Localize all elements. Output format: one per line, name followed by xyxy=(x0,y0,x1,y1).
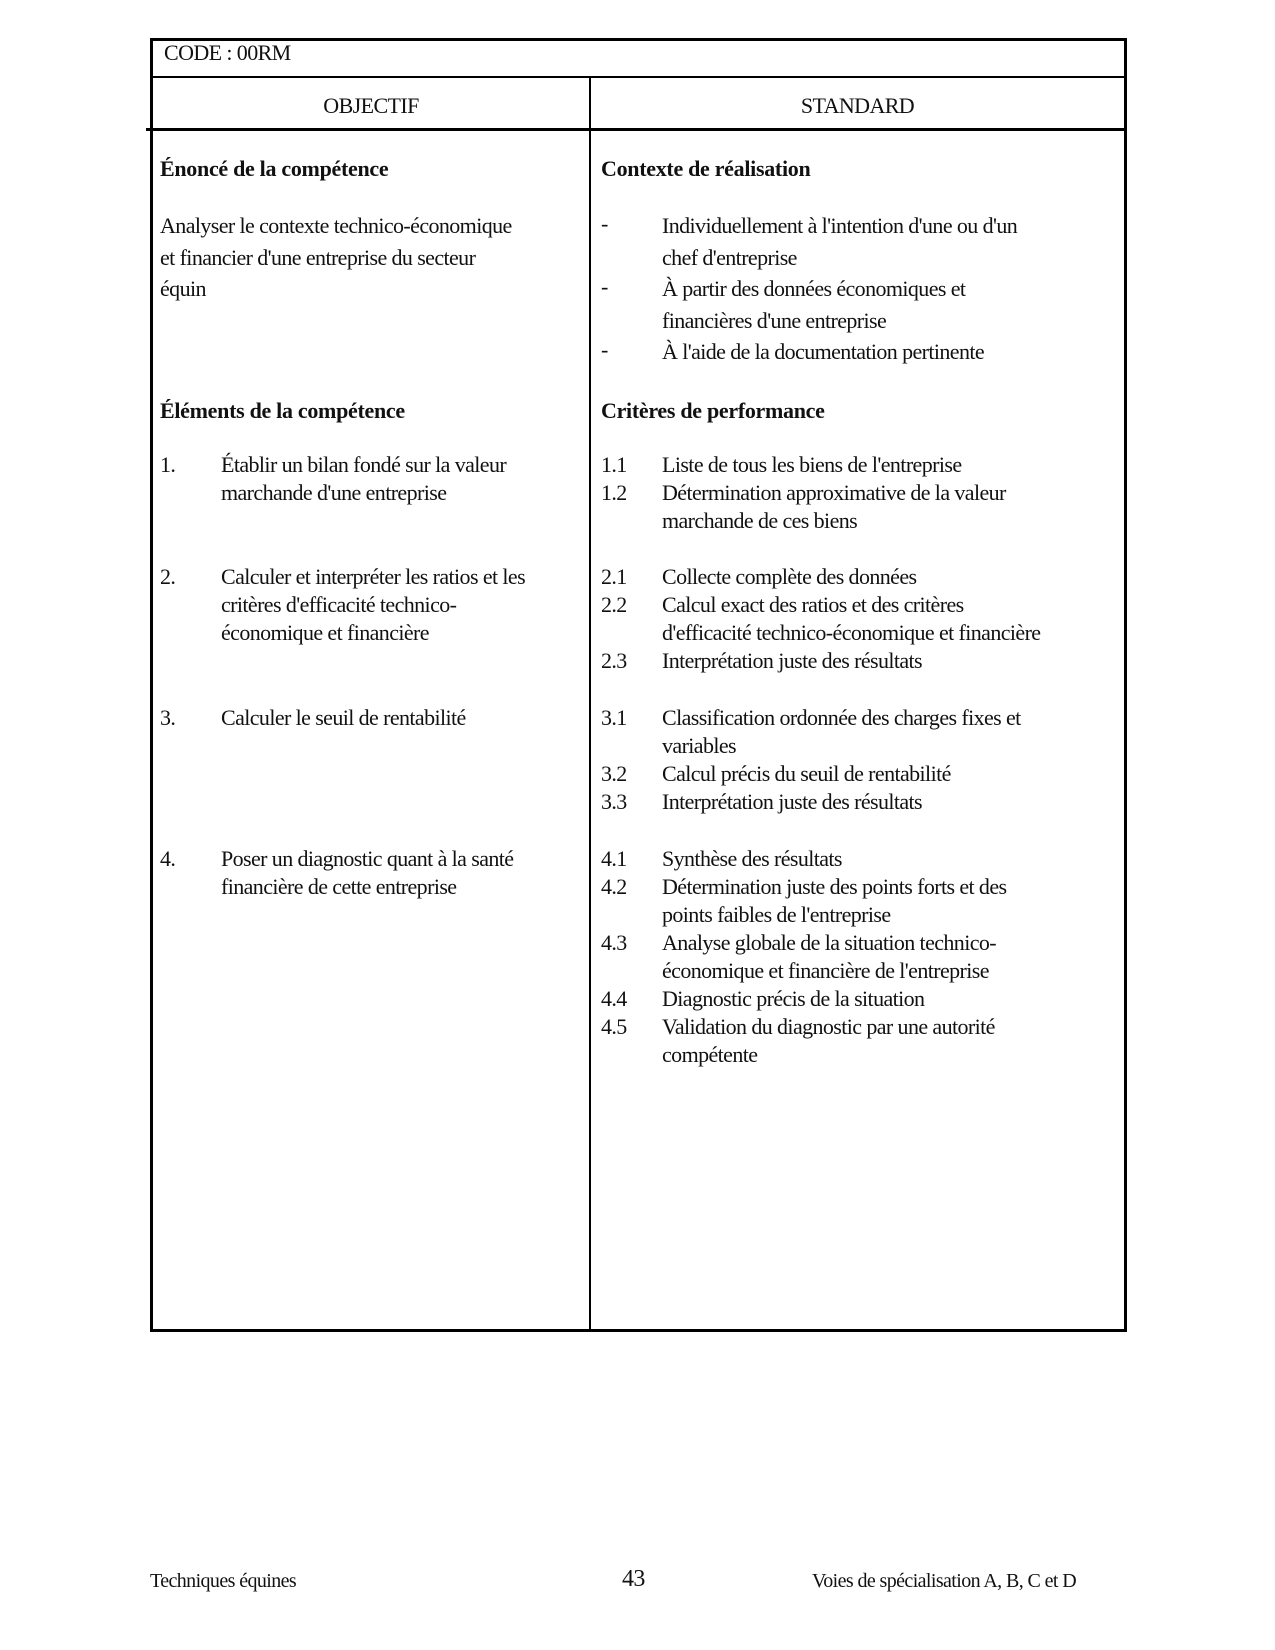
item-text xyxy=(662,845,842,873)
code-label: CODE : 00RM xyxy=(164,40,291,65)
header-standard: STANDARD xyxy=(800,93,915,118)
item-number: 2.3 xyxy=(601,648,627,673)
item-line: Collecte complète des données xyxy=(662,564,917,589)
enonce-text xyxy=(160,210,512,305)
item-text xyxy=(221,845,513,901)
item-line: À l'aide de la documentation pertinente xyxy=(662,339,985,364)
page-number: 43 xyxy=(622,1566,645,1592)
item-number: 4.4 xyxy=(601,986,627,1011)
item-line: Calcul exact des ratios et des critères xyxy=(662,592,964,617)
column-divider xyxy=(589,76,591,1331)
item-text xyxy=(221,704,466,732)
enonce-title: Énoncé de la compétence xyxy=(160,156,389,181)
item-text xyxy=(662,451,961,479)
footer-left: Techniques équines xyxy=(150,1570,297,1592)
item-number: 4. xyxy=(160,846,176,871)
item-line: variables xyxy=(662,733,737,758)
table-border-left xyxy=(150,38,153,1332)
item-text xyxy=(221,563,525,647)
code-row-divider xyxy=(150,76,1127,78)
item-line: Individuellement à l'intention d'une ou d'un xyxy=(662,213,1018,238)
table-border-top xyxy=(150,38,1127,41)
item-line: économique et financière de l'entreprise xyxy=(662,958,989,983)
item-number: - xyxy=(601,274,608,299)
item-line: marchande d'une entreprise xyxy=(221,480,447,505)
item-number: 3.2 xyxy=(601,761,627,786)
enonce-line: équin xyxy=(160,276,206,301)
item-number: 4.1 xyxy=(601,846,627,871)
item-line: critères d'efficacité technico- xyxy=(221,592,457,617)
item-text xyxy=(662,336,984,368)
item-line: chef d'entreprise xyxy=(662,244,797,270)
item-number: 3.3 xyxy=(601,789,627,814)
item-number: 3.1 xyxy=(601,705,627,730)
item-line: Détermination juste des points forts et des xyxy=(662,874,1007,899)
item-line: marchande de ces biens xyxy=(662,508,858,533)
item-text xyxy=(662,210,1017,273)
item-line: Établir un bilan fondé sur la valeur xyxy=(221,452,507,477)
item-number: 1. xyxy=(160,452,176,477)
item-line: Calculer le seuil de rentabilité xyxy=(221,705,466,730)
item-text xyxy=(662,479,1006,535)
item-line: Classification ordonnée des charges fixes et xyxy=(662,705,1021,730)
item-number: 4.2 xyxy=(601,874,627,899)
item-line: Interprétation juste des résultats xyxy=(662,648,923,673)
item-text xyxy=(662,760,951,788)
criteres-title: Critères de performance xyxy=(601,398,825,423)
item-line: financières d'une entreprise xyxy=(662,307,887,333)
item-text xyxy=(662,647,922,675)
item-line: financière de cette entreprise xyxy=(221,874,457,899)
item-number: 4.3 xyxy=(601,930,627,955)
item-text xyxy=(662,704,1021,760)
item-line: Diagnostic précis de la situation xyxy=(662,986,925,1011)
item-line: économique et financière xyxy=(221,620,429,645)
item-text xyxy=(221,451,506,507)
footer-right: Voies de spécialisation A, B, C et D xyxy=(812,1570,1077,1592)
header-row-divider xyxy=(146,128,1127,131)
item-line: Synthèse des résultats xyxy=(662,846,842,871)
item-text xyxy=(662,929,996,985)
item-number: 2.1 xyxy=(601,564,627,589)
table-border-bottom xyxy=(150,1329,1127,1332)
item-line: À partir des données économiques et xyxy=(662,276,966,301)
elements-title: Éléments de la compétence xyxy=(160,398,405,423)
item-number: 1.1 xyxy=(601,452,627,477)
enonce-line: et financier d'une entreprise du secteur xyxy=(160,244,476,270)
item-text xyxy=(662,591,1040,647)
item-text xyxy=(662,273,965,336)
item-line: Analyse globale de la situation technico- xyxy=(662,930,997,955)
item-line: d'efficacité technico-économique et financière xyxy=(662,620,1041,645)
item-line: Poser un diagnostic quant à la santé xyxy=(221,846,514,871)
item-line: Liste de tous les biens de l'entreprise xyxy=(662,452,962,477)
item-line: Calcul précis du seuil de rentabilité xyxy=(662,761,951,786)
item-text xyxy=(662,873,1006,929)
item-number: 4.5 xyxy=(601,1014,627,1039)
enonce-line: Analyser le contexte technico-économique xyxy=(160,213,512,238)
item-number: 3. xyxy=(160,705,176,730)
item-number: - xyxy=(601,211,608,236)
item-line: Validation du diagnostic par une autorité xyxy=(662,1014,995,1039)
item-text xyxy=(662,985,924,1013)
item-line: compétente xyxy=(662,1042,758,1067)
table-border-right xyxy=(1124,38,1127,1332)
item-line: Calculer et interpréter les ratios et les xyxy=(221,564,526,589)
contexte-title: Contexte de réalisation xyxy=(601,156,811,181)
item-text xyxy=(662,1013,995,1069)
item-number: 2.2 xyxy=(601,592,627,617)
item-line: Détermination approximative de la valeur xyxy=(662,480,1006,505)
item-number: - xyxy=(601,337,608,362)
item-number: 2. xyxy=(160,564,176,589)
item-line: Interprétation juste des résultats xyxy=(662,789,923,814)
header-objectif: OBJECTIF xyxy=(323,93,419,118)
item-number: 1.2 xyxy=(601,480,627,505)
item-line: points faibles de l'entreprise xyxy=(662,902,891,927)
item-text xyxy=(662,788,922,816)
item-text xyxy=(662,563,916,591)
